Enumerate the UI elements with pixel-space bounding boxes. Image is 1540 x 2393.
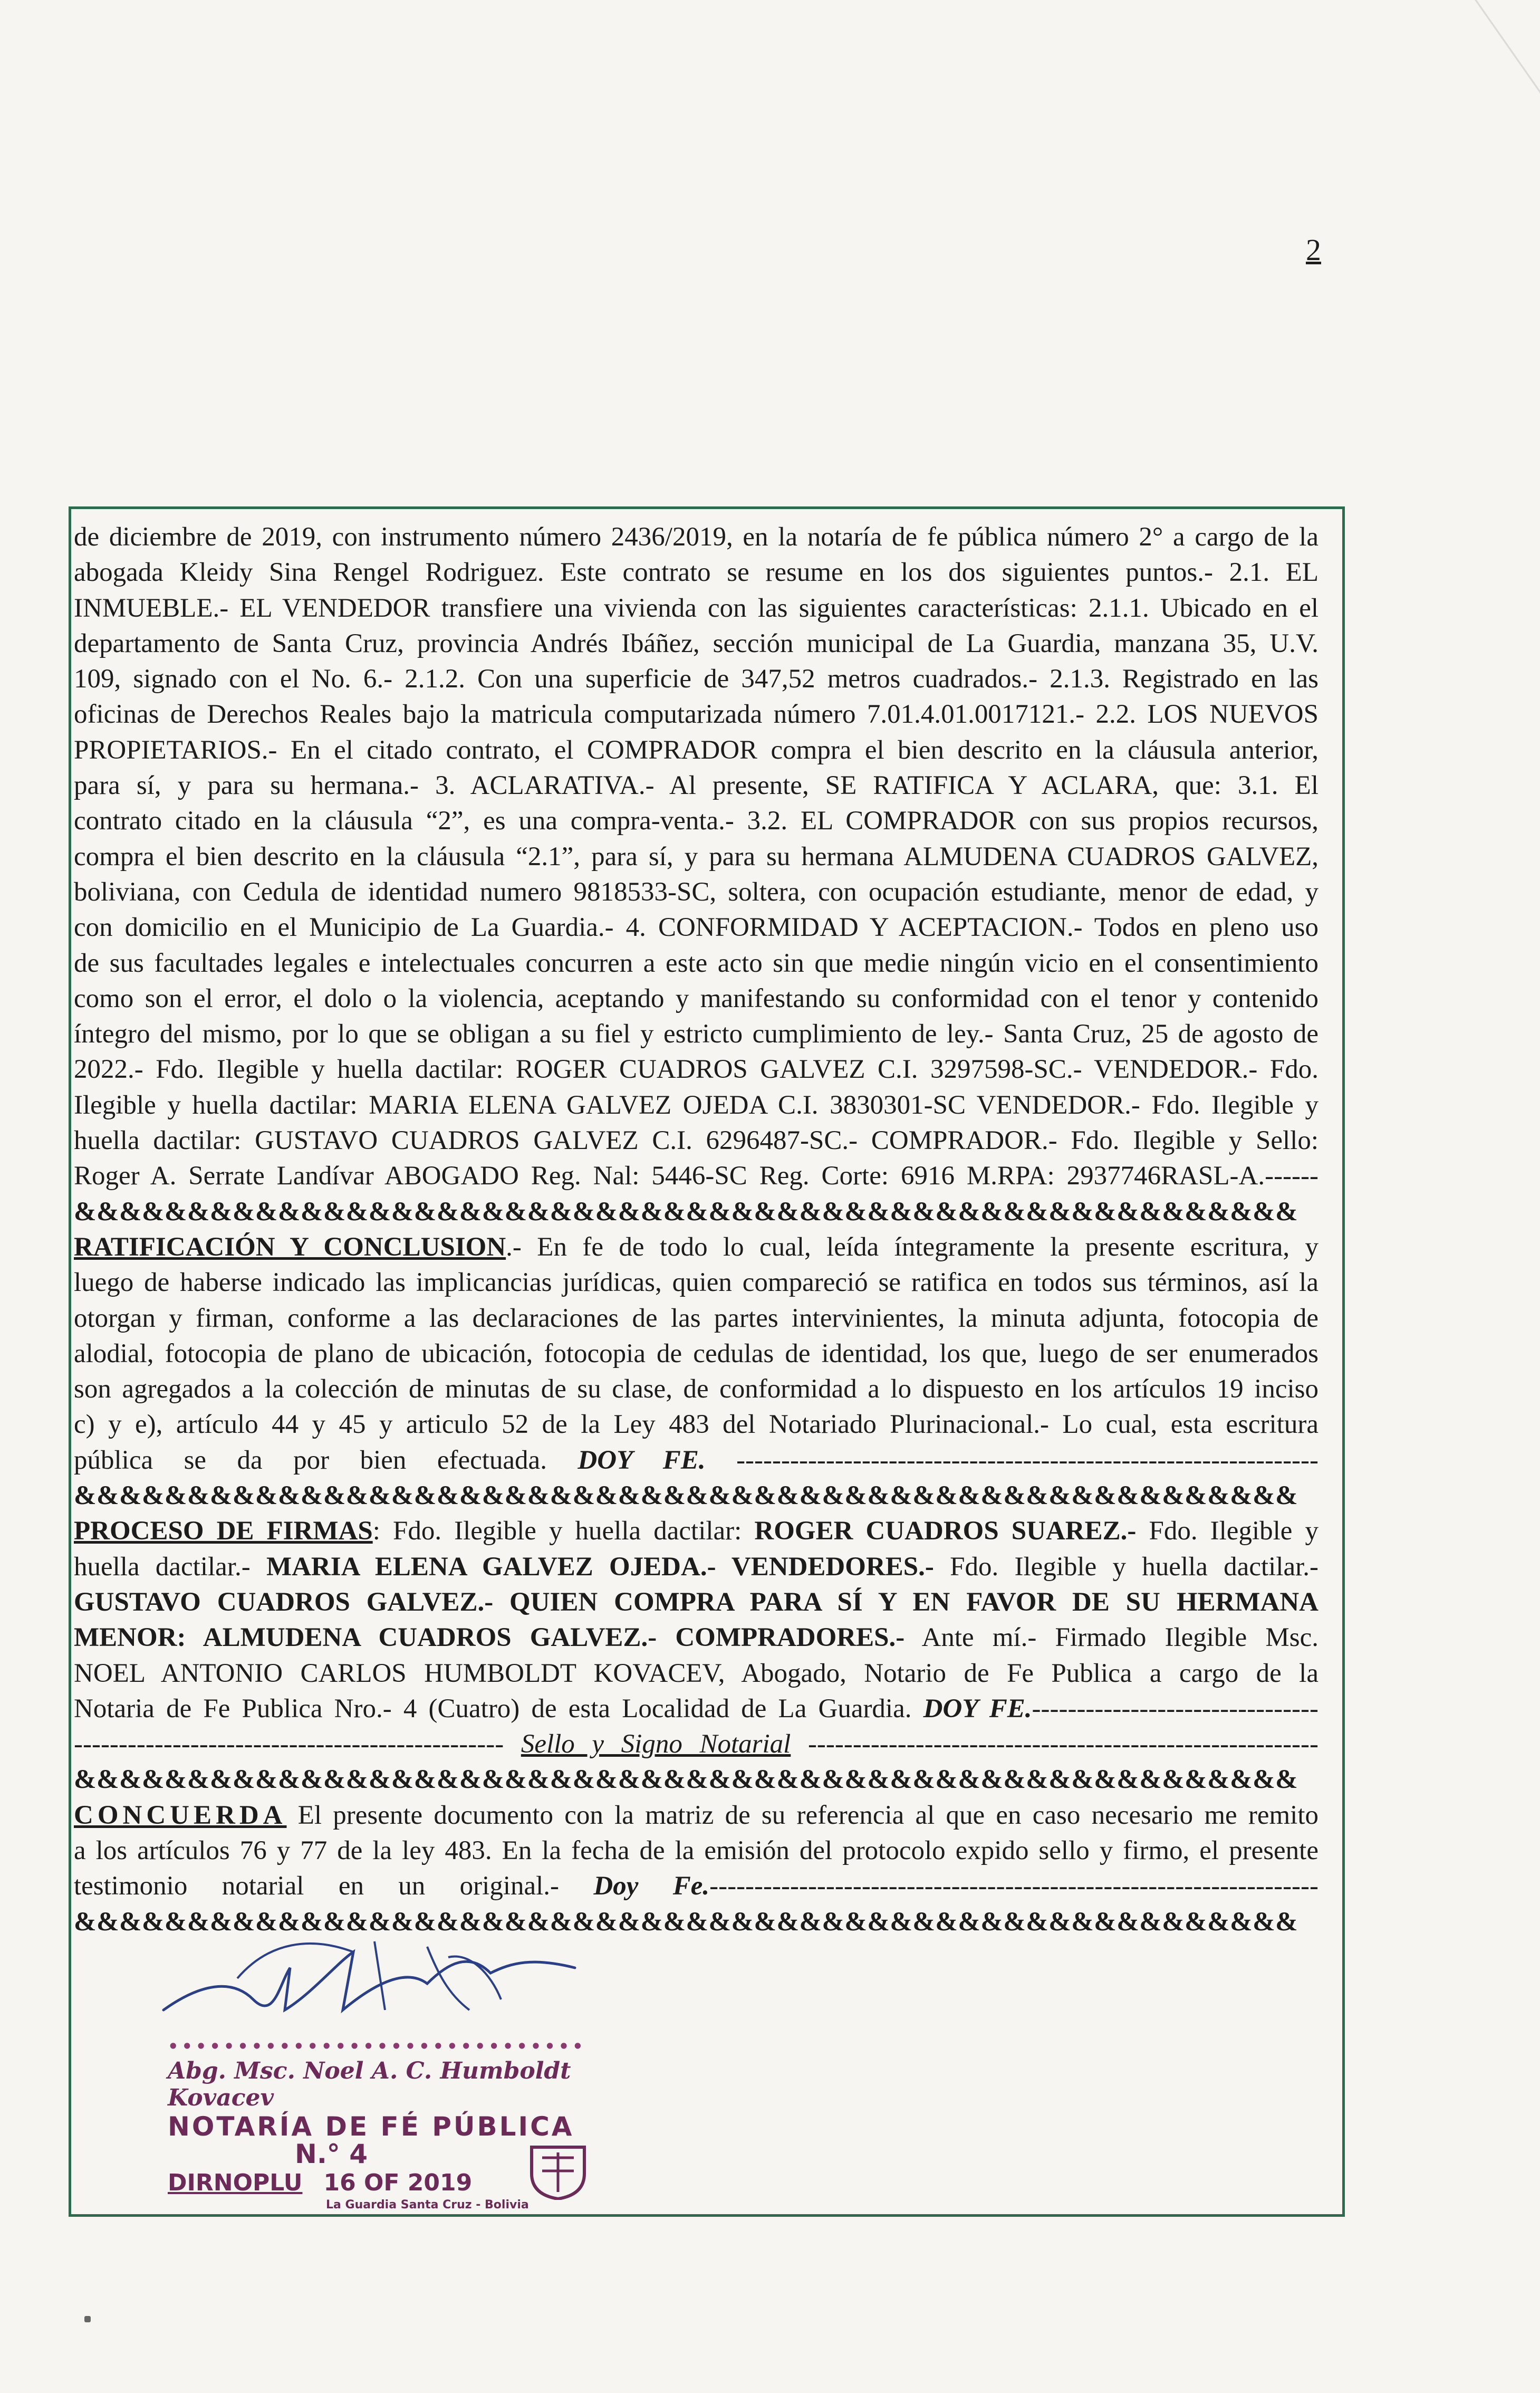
text: testimonio notarial en un original.-: [74, 1871, 594, 1901]
text: Fdo. Ilegible y: [1136, 1516, 1318, 1546]
firmas-line: [74, 1514, 1318, 1549]
doy-fe: DOY FE.: [923, 1693, 1032, 1724]
body-line: oficinas de Derechos Reales bajo la matricula computarizada número 7.01.4.01.0017121.- 2.2. LOS NUEVOS: [74, 700, 1318, 730]
body-line: de sus facultades legales e intelectuales concurren a este acto sin que medie ningún vicio en el consentimiento: [74, 948, 1318, 978]
body-line: huella dactilar: GUSTAVO CUADROS GALVEZ C.I. 6296487-SC.- COMPRADOR.- Fdo. Ilegible y Sello:: [74, 1126, 1318, 1156]
text: El presente documento con la matriz de su referencia al que en caso necesario me remito: [286, 1800, 1318, 1830]
page-fold: [1475, 0, 1540, 137]
body-line: boliviana, con Cedula de identidad numero 9818533-SC, soltera, con ocupación estudiante, menor de edad, y: [74, 877, 1318, 907]
body-line: de diciembre de 2019, con instrumento número 2436/2019, en la notaría de fe pública número 2° a cargo de la: [74, 522, 1318, 552]
firmas-line: [74, 1691, 1318, 1727]
body-line: contrato citado en la cláusula “2”, es una compra-venta.- 3.2. EL COMPRADOR con sus propios recursos,: [74, 806, 1318, 836]
concuerda-line: [74, 1798, 1318, 1833]
amp-separator: &&&&&&&&&&&&&&&&&&&&&&&&&&&&&&&&&&&&&&&&&&&&&&&&&&&&&&: [74, 1481, 1298, 1511]
concuerda-line: [74, 1869, 1318, 1904]
stamp-number: N.° 4: [294, 2139, 368, 2169]
dashes: ------------------------------------------------: [74, 1729, 521, 1759]
text: : Fdo. Ilegible y huella dactilar:: [372, 1516, 755, 1546]
body-line: abogada Kleidy Sina Rengel Rodriguez. Este contrato se resume en los dos siguientes puntos.- 2.1. EL: [74, 558, 1318, 588]
firmas-line: [74, 1620, 1318, 1655]
ratificacion-line: luego de haberse indicado las implicancias jurídicas, quien compareció se ratifica en todos sus términos, así la: [74, 1268, 1318, 1298]
ratificacion-line: otorgan y firman, conforme a las declaraciones de las partes intervinientes, la minuta adjunta, fotocopia de: [74, 1303, 1318, 1333]
body-line: con domicilio en el Municipio de La Guardia.- 4. CONFORMIDAD Y ACEPTACION.- Todos en pleno uso: [74, 913, 1318, 943]
handwritten-signature: [153, 1920, 591, 2036]
amp-separator: &&&&&&&&&&&&&&&&&&&&&&&&&&&&&&&&&&&&&&&&&&&&&&&&&&&&&&: [74, 1765, 1298, 1795]
body-line: Ilegible y huella dactilar: MARIA ELENA GALVEZ OJEDA C.I. 3830301-SC VENDEDOR.- Fdo. Ilegible y: [74, 1090, 1318, 1120]
ratificacion-line: c) y e), artículo 44 y 45 y articulo 52 de la Ley 483 del Notariado Plurinacional.- Lo cual, esta escritura: [74, 1410, 1318, 1440]
text: Fdo. Ilegible y huella dactilar.-: [933, 1552, 1318, 1582]
text: MARIA ELENA GALVEZ OJEDA.- VENDEDORES.-: [266, 1552, 934, 1582]
text: .- En fe de todo lo cual, leída íntegramente la presente escritura, y: [506, 1232, 1318, 1262]
sello-label: Sello y Signo Notarial: [521, 1729, 791, 1759]
text: Notaria de Fe Publica Nro.- 4 (Cuatro) de esta Localidad de La Guardia.: [74, 1693, 923, 1724]
firmas-line: NOEL ANTONIO CARLOS HUMBOLDT KOVACEV, Abogado, Notario de Fe Publica a cargo de la: [74, 1658, 1318, 1688]
firmas-line: GUSTAVO CUADROS GALVEZ.- QUIEN COMPRA PARA SÍ Y EN FAVOR DE SU HERMANA: [74, 1587, 1318, 1617]
sello-line: [74, 1727, 1318, 1762]
firmas-heading: PROCESO DE FIRMAS: [74, 1516, 373, 1546]
ratificacion-line: son agregados a la colección de minutas de su clase, de conformidad a lo dispuesto en los artículos 19 inciso: [74, 1374, 1318, 1404]
body-line: para sí, y para su hermana.- 3. ACLARATIVA.- Al presente, SE RATIFICA Y ACLARA, que: 3.1. El: [74, 771, 1318, 801]
amp-separator: &&&&&&&&&&&&&&&&&&&&&&&&&&&&&&&&&&&&&&&&&&&&&&&&&&&&&&: [74, 1907, 1298, 1937]
page-mark: [84, 2316, 91, 2322]
doy-fe: Doy Fe.: [593, 1871, 710, 1901]
body-line: PROPIETARIOS.- En el citado contrato, el COMPRADOR compra el bien descrito en la cláusula anterior,: [74, 735, 1318, 765]
page-number: 2: [1306, 233, 1321, 267]
amp-separator: &&&&&&&&&&&&&&&&&&&&&&&&&&&&&&&&&&&&&&&&&&&&&&&&&&&&&&: [74, 1196, 1298, 1227]
text: Ante mí.- Firmado Ilegible Msc.: [904, 1623, 1318, 1653]
stamp-title: NOTARÍA DE FÉ PÚBLICA: [168, 2111, 574, 2142]
concuerda-heading: CONCUERDA: [74, 1800, 287, 1830]
body-line: 109, signado con el No. 6.- 2.1.2. Con una superficie de 347,52 metros cuadrados.- 2.1.3. Registrado en las: [74, 664, 1318, 694]
text: huella dactilar.-: [74, 1552, 266, 1582]
body-line: íntegro del mismo, por lo que se obligan a su fiel y estricto cumplimiento de ley.- Santa Cruz, 25 de agosto de: [74, 1019, 1318, 1049]
coat-of-arms-icon: [526, 2142, 590, 2200]
ratificacion-heading: RATIFICACIÓN Y CONCLUSION: [74, 1232, 506, 1262]
ratificacion-line: [74, 1443, 1318, 1478]
dashes: -----------------------------------------------------------------: [705, 1445, 1318, 1475]
doy-fe: DOY FE.: [578, 1445, 706, 1475]
firmas-line: [74, 1549, 1318, 1585]
ratificacion-line: alodial, fotocopia de plano de ubicación, fotocopia de cedulas de identidad, los que, luego de ser enumerados: [74, 1338, 1318, 1368]
notary-stamp: [168, 2036, 605, 2212]
body-line: departamento de Santa Cruz, provincia Andrés Ibáñez, sección municipal de La Guardia, manzana 35, U.V.: [74, 628, 1318, 658]
dashes: --------------------------------------------------------------------: [709, 1871, 1318, 1901]
body-lines: [74, 520, 1318, 1194]
stamp-place: La Guardia Santa Cruz - Bolivia: [326, 2198, 529, 2212]
body-line: 2022.- Fdo. Ilegible y huella dactilar: ROGER CUADROS GALVEZ C.I. 3297598-SC.- VENDEDOR.- Fdo.: [74, 1055, 1318, 1085]
concuerda-line: a los artículos 76 y 77 de la ley 483. En la fecha de la emisión del protocolo expido sello y firmo, el presente: [74, 1835, 1318, 1865]
ratificacion-line: [74, 1230, 1318, 1265]
body-line: INMUEBLE.- EL VENDEDOR transfiere una vivienda con las siguientes características: 2.1.1. Ubicado en el: [74, 593, 1318, 623]
body-line: como son el error, el dolo o la violencia, aceptando y manifestando su conformidad con el tenor y contenido: [74, 983, 1318, 1013]
stamp-code: DIRNOPLU: [168, 2169, 303, 2196]
stamp-date: 16 OF 2019: [323, 2169, 473, 2196]
document-body: [74, 520, 1318, 1940]
text: ROGER CUADROS SUAREZ.-: [754, 1516, 1137, 1546]
text: pública se da por bien efectuada.: [74, 1445, 578, 1475]
text: MENOR: ALMUDENA CUADROS GALVEZ.- COMPRADORES.-: [74, 1623, 905, 1653]
body-line: compra el bien descrito en la cláusula “2.1”, para sí, y para su hermana ALMUDENA CUADROS GALVEZ,: [74, 841, 1318, 872]
dashes: --------------------------------: [1032, 1693, 1318, 1724]
stamp-notary-name: Abg. Msc. Noel A. C. Humboldt Kovacev: [168, 2057, 571, 2111]
body-line: Roger A. Serrate Landívar ABOGADO Reg. Nal: 5446-SC Reg. Corte: 6916 M.RPA: 2937746RASL-A.------: [74, 1161, 1318, 1191]
stamp-dots: ••••••••••••••••••••••••••••••: [168, 2036, 586, 2056]
dashes: ---------------------------------------------------------: [791, 1729, 1318, 1759]
